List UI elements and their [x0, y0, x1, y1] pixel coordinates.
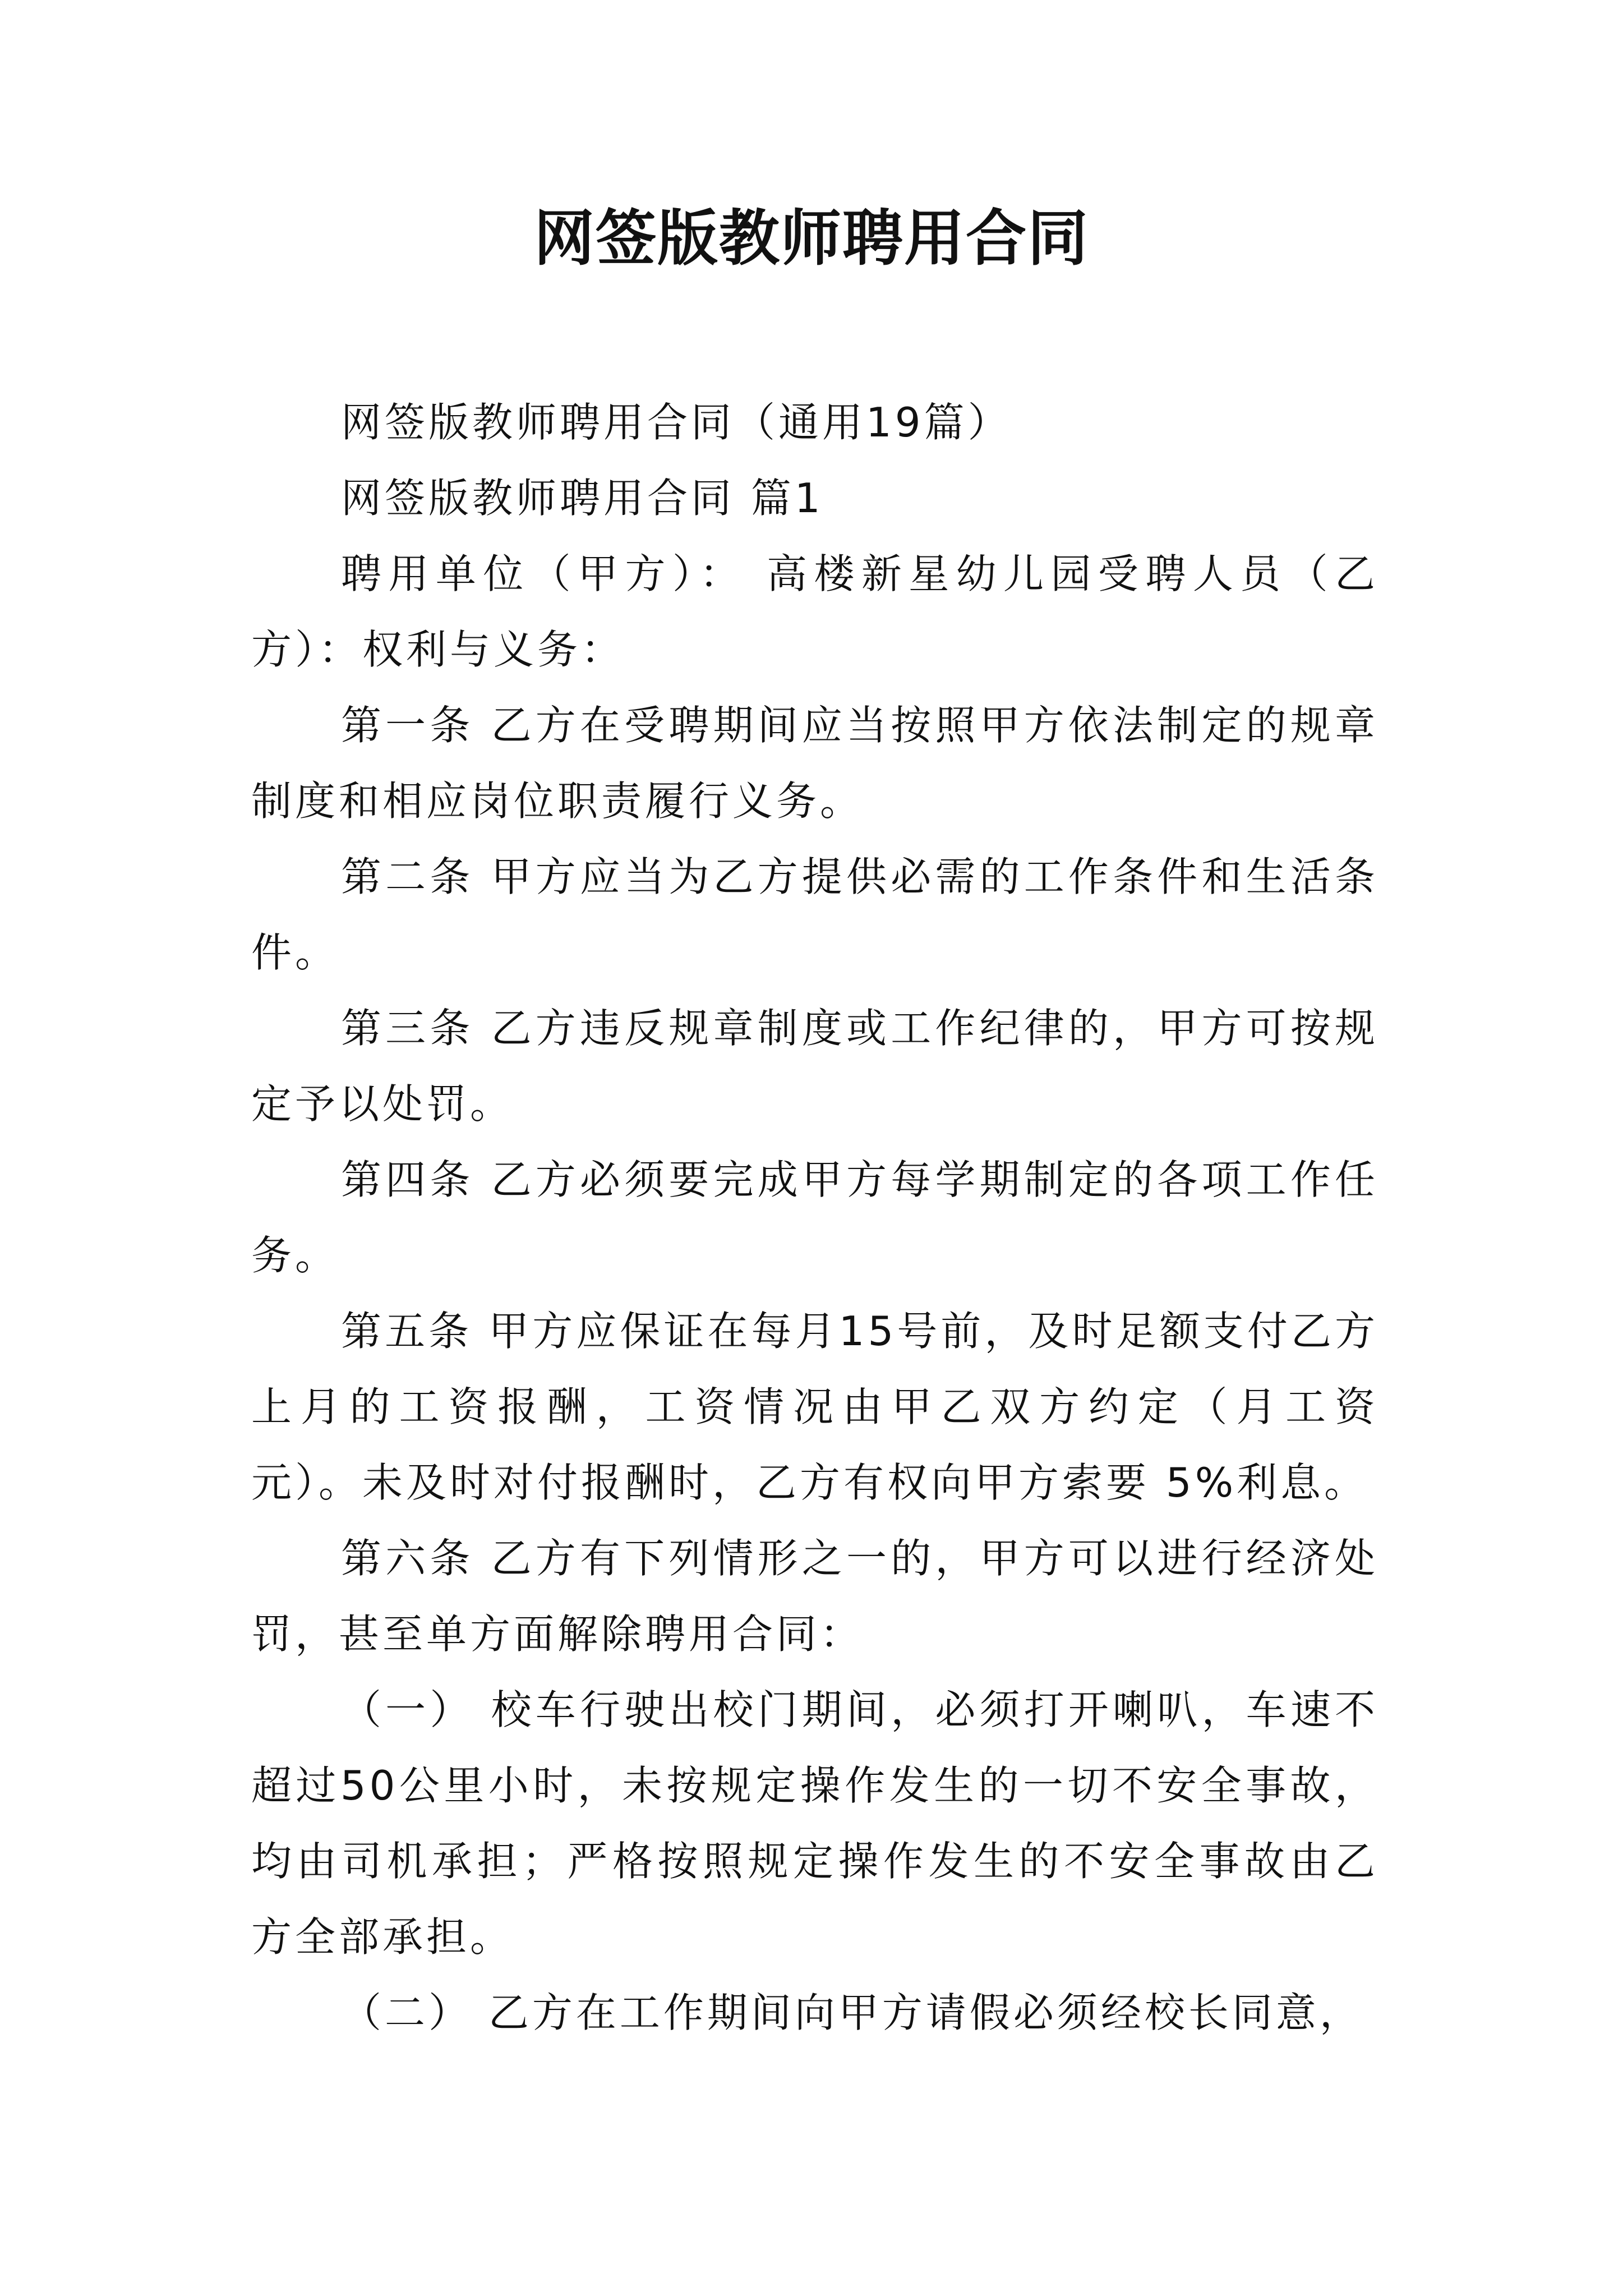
- article-2: 第二条 甲方应当为乙方提供必需的工作条件和生活条件。: [251, 853, 1378, 976]
- document-title: 网签版教师聘用合同: [533, 203, 1089, 274]
- article-6: 第六条 乙方有下列情形之一的，甲方可以进行经济处罚，甚至单方面解除聘用合同：: [251, 1535, 1378, 1658]
- article-1: 第一条 乙方在受聘期间应当按照甲方依法制定的规章制度和相应岗位职责履行义务。: [251, 702, 1378, 825]
- article-5: 第五条 甲方应保证在每月15号前，及时足额支付乙方上月的工资报酬，工资情况由甲乙双方约定（月工资 元）。未及时对付报酬时，乙方有权向甲方索要 5%利息。: [251, 1308, 1378, 1506]
- clause-1: （一） 校车行驶出校门期间，必须打开喇叭，车速不超过50公里小时，未按规定操作发生的一切不安全事故，均由司机承担；严格按照规定操作发生的不安全事故由乙方全部承担。: [251, 1686, 1378, 1961]
- document-body: [251, 385, 1378, 2051]
- clause-2: （二） 乙方在工作期间向甲方请假必须经校长同意，: [341, 1989, 1363, 2036]
- article-3: 第三条 乙方违反规章制度或工作纪律的，甲方可按规定予以处罚。: [251, 1005, 1378, 1128]
- article-4: 第四条 乙方必须要完成甲方每学期制定的各项工作任务。: [251, 1156, 1378, 1279]
- parties-paragraph: 聘用单位（甲方）： 高楼新星幼儿园受聘人员（乙方）：权利与义务：: [251, 550, 1378, 673]
- section-heading: 网签版教师聘用合同 篇1: [341, 475, 824, 522]
- heading-subtitle: 网签版教师聘用合同（通用19篇）: [341, 399, 1012, 446]
